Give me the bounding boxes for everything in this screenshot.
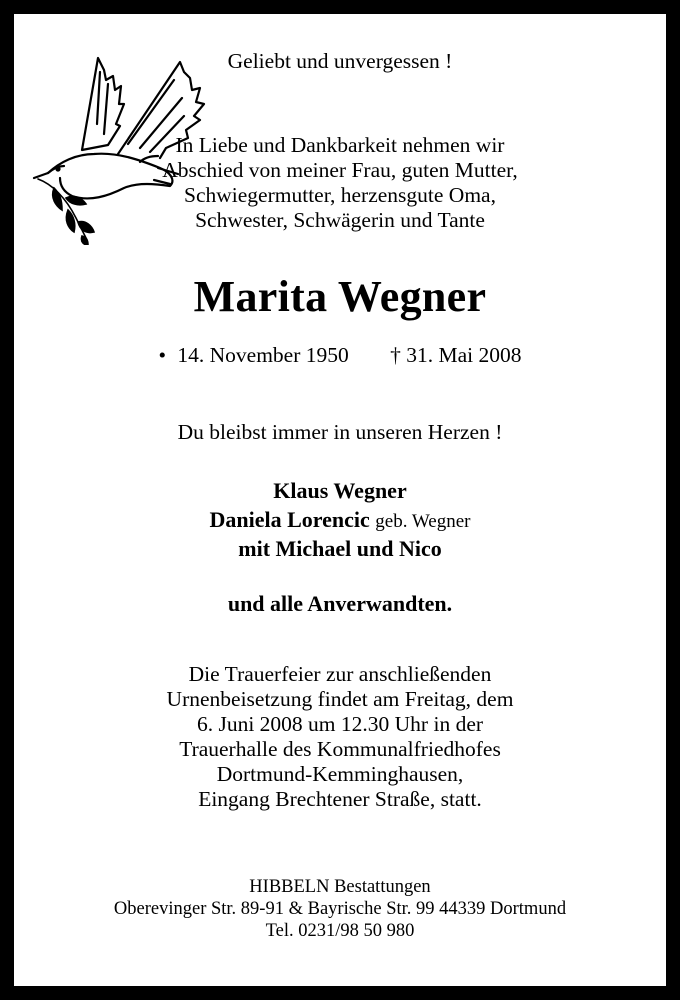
funeral-line: Dortmund-Kemminghausen,	[216, 762, 464, 786]
mourner-name: Daniela Lorencic	[209, 507, 370, 532]
birth-symbol: •	[158, 343, 166, 367]
relatives: und alle Anverwandten.	[227, 591, 453, 616]
funeral-line: Die Trauerfeier zur anschließenden	[188, 662, 492, 686]
dates-line	[14, 343, 666, 368]
quote: Du bleibst immer in unseren Herzen !	[177, 420, 503, 444]
intro-line: Schwiegermutter, herzensgute Oma,	[184, 183, 496, 207]
undertaker-phone: Tel. 0231/98 50 980	[265, 921, 415, 941]
mourner-line: Klaus Wegner	[273, 478, 407, 503]
mourner-maiden-name: geb. Wegner	[375, 511, 471, 532]
intro-line: Schwester, Schwägerin und Tante	[195, 208, 485, 232]
undertaker-address: Oberevinger Str. 89-91 & Bayrische Str. 99 44339 Dortmund	[113, 899, 567, 919]
death-date: 31. Mai 2008	[406, 343, 522, 367]
birth-date: 14. November 1950	[177, 343, 349, 367]
mourner-line: mit Michael und Nico	[238, 536, 442, 561]
funeral-line: Eingang Brechtener Straße, statt.	[198, 787, 482, 811]
deceased-name: Marita Wegner	[193, 272, 487, 321]
funeral-line: Trauerhalle des Kommunalfriedhofes	[179, 737, 501, 761]
undertaker-name: HIBBELN Bestattungen	[249, 877, 431, 897]
intro-line: Abschied von meiner Frau, guten Mutter,	[162, 158, 518, 182]
motto: Geliebt und unvergessen !	[227, 49, 453, 73]
death-symbol: †	[390, 343, 401, 367]
funeral-line: Urnenbeisetzung findet am Freitag, dem	[166, 687, 514, 711]
intro-line: In Liebe und Dankbarkeit nehmen wir	[175, 133, 505, 157]
funeral-line: 6. Juni 2008 um 12.30 Uhr in der	[196, 712, 484, 736]
mourner-line	[14, 505, 666, 536]
